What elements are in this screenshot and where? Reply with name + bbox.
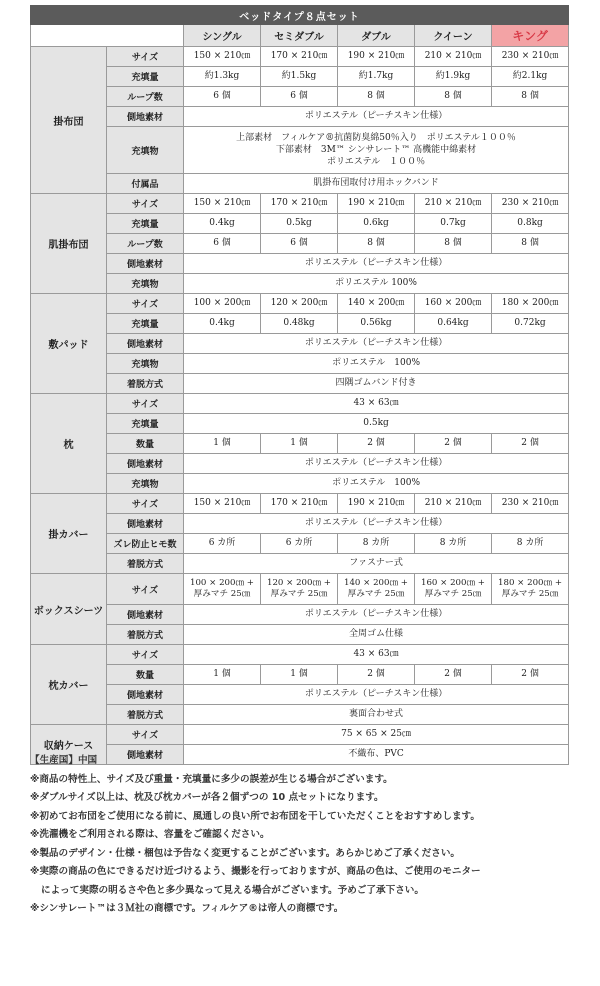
spec-row (31, 394, 569, 414)
value-cell: 2 個 (338, 434, 415, 454)
attribute-label: 充填量 (107, 214, 184, 234)
value-cell: 210 × 210㎝ (415, 494, 492, 514)
merged-value-cell (184, 127, 569, 174)
attribute-label: 着脱方式 (107, 374, 184, 394)
value-cell: 0.4kg (184, 314, 261, 334)
note-spec-change: ※製品のデザイン・仕様・梱包は予告なく変更することがございます。あらかじめご了承ください。 (30, 847, 461, 859)
value-cell: 150 × 210㎝ (184, 194, 261, 214)
value-cell: 150 × 210㎝ (184, 494, 261, 514)
attribute-label: サイズ (107, 574, 184, 605)
value-cell: 190 × 210㎝ (338, 494, 415, 514)
value-cell: 6 個 (184, 234, 261, 254)
attribute-label: 側地素材 (107, 685, 184, 705)
value-line: 140 × 200㎝ + (344, 578, 408, 588)
spec-row (31, 574, 569, 605)
merged-value-cell: ポリエステル 100% (184, 354, 569, 374)
spec-row (31, 554, 569, 574)
value-cell: 230 × 210㎝ (492, 47, 569, 67)
note-trademark: ※シンサレート™は３Ｍ社の商標です。フィルケア®は帝人の商標です。 (30, 903, 344, 914)
merged-value-cell: ポリエステル（ピーチスキン仕様） (184, 107, 569, 127)
category-label: ボックスシーツ (31, 574, 107, 645)
spec-row (31, 534, 569, 554)
spec-row (31, 314, 569, 334)
merged-value-cell: ポリエステル（ピーチスキン仕様） (184, 514, 569, 534)
value-cell: 1 個 (184, 434, 261, 454)
value-cell: 約1.7kg (338, 67, 415, 87)
attribute-label: 充填物 (107, 127, 184, 174)
spec-row (31, 294, 569, 314)
value-cell: 8 個 (492, 234, 569, 254)
attribute-label: 側地素材 (107, 107, 184, 127)
merged-value-cell: ポリエステル（ピーチスキン仕様） (184, 685, 569, 705)
attribute-label: 付属品 (107, 174, 184, 194)
attribute-label: ズレ防止ヒモ数 (107, 534, 184, 554)
merged-value-line: 上部素材 フィルケア®抗菌防臭綿50％入り ポリエステル１００％ (236, 133, 516, 143)
attribute-label: サイズ (107, 394, 184, 414)
value-line: 厚みマチ 25㎝ (501, 589, 559, 599)
category-label: 敷パッド (31, 294, 107, 394)
value-cell: 8 個 (492, 87, 569, 107)
spec-row (31, 194, 569, 214)
value-cell: 0.6kg (338, 214, 415, 234)
merged-value-cell: ファスナー式 (184, 554, 569, 574)
value-cell: 8 個 (415, 87, 492, 107)
value-cell (261, 574, 338, 605)
value-cell: 0.56kg (338, 314, 415, 334)
value-cell: 0.48kg (261, 314, 338, 334)
value-cell: 0.7kg (415, 214, 492, 234)
merged-value-line: ポリエステル １００％ (326, 157, 426, 167)
merged-value-cell: 75 × 65 × 25㎝ (184, 725, 569, 745)
category-label: 掛カバー (31, 494, 107, 574)
value-cell: 約1.5kg (261, 67, 338, 87)
value-cell: 約1.9kg (415, 67, 492, 87)
spec-row (31, 374, 569, 394)
category-label: 収納ケース (31, 725, 107, 765)
spec-row (31, 645, 569, 665)
merged-value-cell: 全周ゴム仕様 (184, 625, 569, 645)
value-cell (338, 574, 415, 605)
size-header-semi-double: セミダブル (261, 25, 338, 47)
value-line: 厚みマチ 25㎝ (270, 589, 328, 599)
value-cell: 170 × 210㎝ (261, 194, 338, 214)
value-cell: 0.72kg (492, 314, 569, 334)
value-cell: 0.4kg (184, 214, 261, 234)
table-title: ベッドタイプ８点セット (31, 6, 569, 25)
value-cell: 6 個 (261, 234, 338, 254)
spec-row (31, 434, 569, 454)
value-cell: 6 個 (184, 87, 261, 107)
spec-row (31, 685, 569, 705)
attribute-label: 充填量 (107, 314, 184, 334)
value-cell: 210 × 210㎝ (415, 47, 492, 67)
merged-value-cell: 四隅ゴムバンド付き (184, 374, 569, 394)
value-cell: 6 個 (261, 87, 338, 107)
attribute-label: 充填物 (107, 354, 184, 374)
merged-value-cell: 肌掛布団取付け用ホックバンド (184, 174, 569, 194)
merged-value-cell: 不織布、PVC (184, 745, 569, 765)
spec-row (31, 414, 569, 434)
attribute-label: ループ数 (107, 234, 184, 254)
attribute-label: サイズ (107, 294, 184, 314)
spec-row (31, 47, 569, 67)
value-line: 120 × 200㎝ + (267, 578, 331, 588)
attribute-label: 側地素材 (107, 454, 184, 474)
size-header-double: ダブル (338, 25, 415, 47)
spec-row (31, 354, 569, 374)
attribute-label: 数量 (107, 434, 184, 454)
spec-row (31, 494, 569, 514)
category-label: 肌掛布団 (31, 194, 107, 294)
value-cell: 140 × 200㎝ (338, 294, 415, 314)
value-cell: 210 × 210㎝ (415, 194, 492, 214)
value-cell: 8 カ所 (338, 534, 415, 554)
category-label: 枕カバー (31, 645, 107, 725)
size-header-single: シングル (184, 25, 261, 47)
value-cell: 8 カ所 (415, 534, 492, 554)
value-line: 厚みマチ 25㎝ (193, 589, 251, 599)
merged-value-cell: 43 × 63㎝ (184, 394, 569, 414)
note-origin: 【生産国】中国 (30, 755, 98, 766)
spec-row (31, 514, 569, 534)
note-washing: ※洗濯機をご利用される際は、容量をご確認ください。 (30, 829, 270, 840)
value-line: 100 × 200㎝ + (190, 578, 254, 588)
value-cell: 150 × 210㎝ (184, 47, 261, 67)
value-cell: 190 × 210㎝ (338, 47, 415, 67)
value-cell: 2 個 (338, 665, 415, 685)
attribute-label: 側地素材 (107, 254, 184, 274)
value-cell: 170 × 210㎝ (261, 494, 338, 514)
category-label: 掛布団 (31, 47, 107, 194)
value-cell: 2 個 (415, 665, 492, 685)
spec-table (30, 5, 569, 765)
value-cell: 230 × 210㎝ (492, 194, 569, 214)
attribute-label: 数量 (107, 665, 184, 685)
value-cell (492, 574, 569, 605)
attribute-label: 側地素材 (107, 334, 184, 354)
size-header-queen: クイーン (415, 25, 492, 47)
value-cell: 2 個 (492, 434, 569, 454)
value-cell: 120 × 200㎝ (261, 294, 338, 314)
spec-row (31, 625, 569, 645)
value-cell: 170 × 210㎝ (261, 47, 338, 67)
value-cell: 8 個 (415, 234, 492, 254)
spec-row (31, 665, 569, 685)
category-label: 枕 (31, 394, 107, 494)
value-cell: 230 × 210㎝ (492, 494, 569, 514)
spec-row (31, 214, 569, 234)
attribute-label: 充填量 (107, 67, 184, 87)
note-airing: ※初めてお布団をご使用になる前に、風通しの良い所でお布団を干していただくことをおすすめします。 (30, 810, 480, 822)
attribute-label: 側地素材 (107, 745, 184, 765)
attribute-label: サイズ (107, 725, 184, 745)
spec-row (31, 474, 569, 494)
value-cell: 約2.1kg (492, 67, 569, 87)
spec-row (31, 107, 569, 127)
attribute-label: ループ数 (107, 87, 184, 107)
merged-value-cell: ポリエステル（ピーチスキン仕様） (184, 605, 569, 625)
spec-row (31, 334, 569, 354)
value-cell: 8 個 (338, 87, 415, 107)
value-cell: 180 × 200㎝ (492, 294, 569, 314)
merged-value-cell: ポリエステル 100% (184, 474, 569, 494)
spec-row (31, 274, 569, 294)
value-line: 厚みマチ 25㎝ (424, 589, 482, 599)
spec-row (31, 127, 569, 174)
value-line: 160 × 200㎝ + (421, 578, 485, 588)
spec-row (31, 234, 569, 254)
note-color-1: ※実際の商品の色にできるだけ近づけるよう、撮影を行っておりますが、商品の色は、ご使用のモニター (30, 866, 481, 877)
merged-value-cell: 裏面合わせ式 (184, 705, 569, 725)
merged-value-line: 下部素材 3M™ シンサレート™ 高機能中綿素材 (275, 145, 477, 155)
value-cell: 0.5kg (261, 214, 338, 234)
attribute-label: 充填物 (107, 474, 184, 494)
merged-value-cell: 0.5kg (184, 414, 569, 434)
attribute-label: 着脱方式 (107, 554, 184, 574)
spec-row (31, 454, 569, 474)
spec-row (31, 87, 569, 107)
attribute-label: 充填物 (107, 274, 184, 294)
spec-row (31, 725, 569, 745)
attribute-label: サイズ (107, 194, 184, 214)
value-cell: 8 個 (338, 234, 415, 254)
value-cell: 1 個 (261, 665, 338, 685)
header-blank (31, 25, 184, 47)
size-header-king: キング (492, 25, 569, 47)
value-line: 厚みマチ 25㎝ (347, 589, 405, 599)
value-cell: 2 個 (415, 434, 492, 454)
merged-value-cell: ポリエステル 100% (184, 274, 569, 294)
value-cell (184, 574, 261, 605)
value-cell: 約1.3kg (184, 67, 261, 87)
value-cell: 0.8kg (492, 214, 569, 234)
merged-value-cell: ポリエステル（ピーチスキン仕様） (184, 334, 569, 354)
spec-row (31, 174, 569, 194)
value-cell: 6 カ所 (184, 534, 261, 554)
spec-row (31, 254, 569, 274)
value-cell: 190 × 210㎝ (338, 194, 415, 214)
attribute-label: 着脱方式 (107, 625, 184, 645)
value-cell: 1 個 (184, 665, 261, 685)
merged-value-cell: ポリエステル（ピーチスキン仕様） (184, 254, 569, 274)
value-cell: 2 個 (492, 665, 569, 685)
notes-list (30, 752, 590, 919)
merged-value-cell: 43 × 63㎝ (184, 645, 569, 665)
attribute-label: 充填量 (107, 414, 184, 434)
attribute-label: 着脱方式 (107, 705, 184, 725)
spec-row (31, 67, 569, 87)
value-cell (415, 574, 492, 605)
size-header-row (31, 25, 569, 47)
attribute-label: サイズ (107, 47, 184, 67)
note-tolerance: ※商品の特性上、サイズ及び重量・充填量に多少の誤差が生じる場合がございます。 (30, 773, 393, 785)
value-cell: 1 個 (261, 434, 338, 454)
spec-row (31, 605, 569, 625)
value-cell: 6 カ所 (261, 534, 338, 554)
note-color-2: によって実際の明るさや色と多少異なって見える場合がございます。予めご了承下さい。 (41, 884, 424, 896)
attribute-label: サイズ (107, 494, 184, 514)
spec-row (31, 705, 569, 725)
attribute-label: サイズ (107, 645, 184, 665)
merged-value-cell: ポリエステル（ピーチスキン仕様） (184, 454, 569, 474)
value-line: 180 × 200㎝ + (498, 578, 563, 588)
value-cell: 0.64kg (415, 314, 492, 334)
value-cell: 100 × 200㎝ (184, 294, 261, 314)
attribute-label: 側地素材 (107, 605, 184, 625)
value-cell: 160 × 200㎝ (415, 294, 492, 314)
note-double-set: ※ダブルサイズ以上は、枕及び枕カバーが各２個ずつの 10 点セットになります。 (30, 792, 384, 803)
attribute-label: 側地素材 (107, 514, 184, 534)
value-cell: 8 カ所 (492, 534, 569, 554)
